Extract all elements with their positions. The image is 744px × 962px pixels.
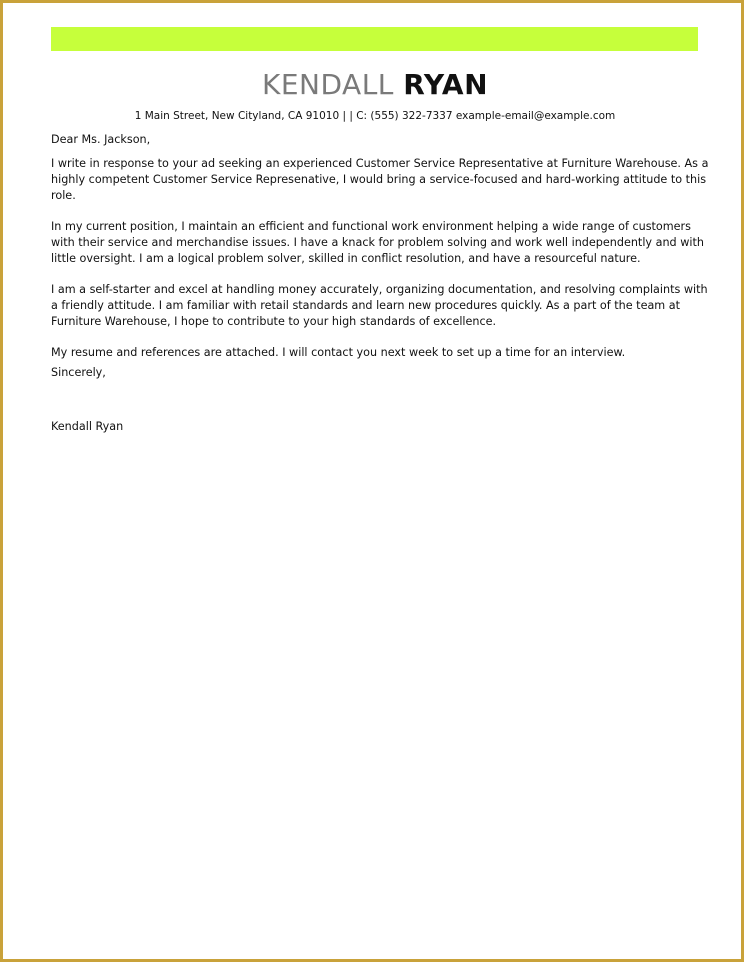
first-name: KENDALL [261,68,394,101]
salutation: Dear Ms. Jackson, [51,133,151,146]
body-paragraph-3: I am a self-starter and excel at handling money accurately, organizing documentation, and resolving complaints with a friendly attitude. I am familiar with retail standards and learn new procedures quickly. As a part of the team at Furniture Warehouse, I hope to contribute to your high standards of excellence. [51,283,708,328]
last-name: RYAN [403,68,489,101]
contact-info: 1 Main Street, New Cityland, CA 91010 | | C: (555) 322-7337 example-email@example.com [134,110,616,122]
closing: Sincerely, [51,366,106,379]
body-paragraph-2: In my current position, I maintain an efficient and functional work environment helping a wide range of customers with their service and merchandise issues. I have a knack for problem solving and work well independently and with little oversight. I am a logical problem solver, skilled in conflict resolution, and have a resourceful nature. [51,220,704,265]
body-paragraph-1: I write in response to your ad seeking an experienced Customer Service Representative at Furniture Warehouse. As a highly competent Customer Service Represenative, I would bring a service-focused and hard-working attitude to this role. [51,157,709,202]
body-paragraph-4: My resume and references are attached. I will contact you next week to set up a time for an interview. [51,346,626,359]
signature: Kendall Ryan [51,420,124,433]
applicant-name [3,65,744,105]
letter-body [51,132,711,435]
header-accent-bar [51,27,698,51]
